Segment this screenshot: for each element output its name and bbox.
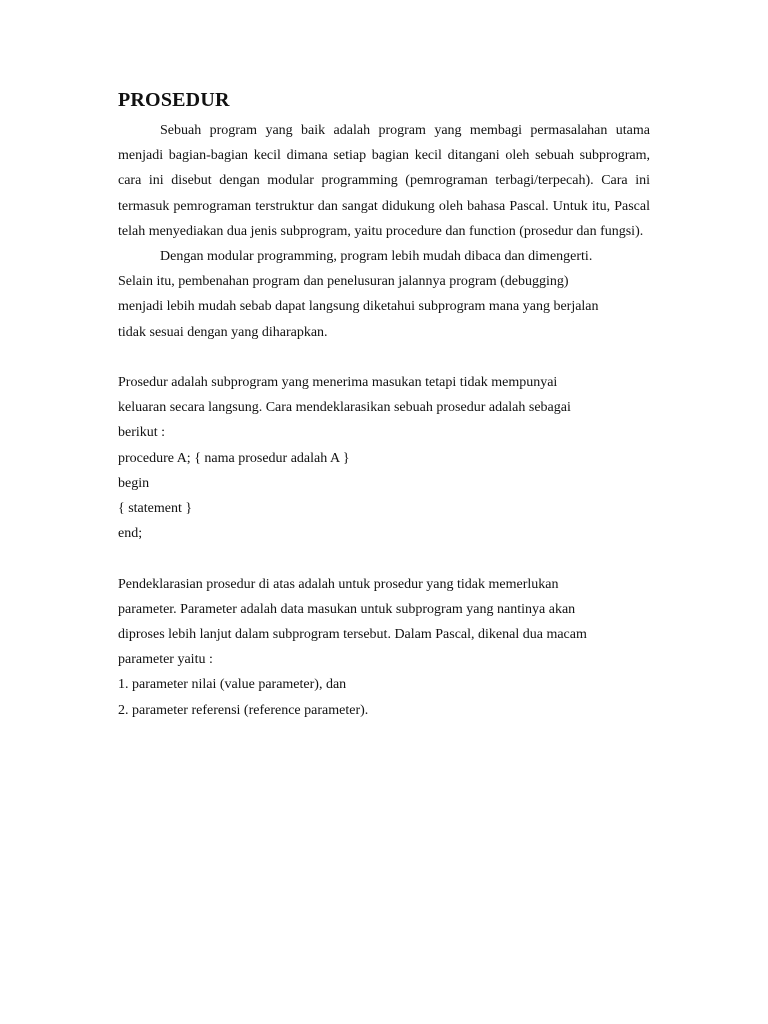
code-line: end; [118, 526, 143, 542]
parameter-list [118, 672, 650, 722]
procedure-line: keluaran secara langsung. Cara mendeklarasikan sebuah prosedur adalah sebagai [118, 400, 571, 416]
modular-line: menjadi lebih mudah sebab dapat langsung diketahui subprogram mana yang berjalan [118, 299, 599, 315]
procedure-line: berikut : [118, 425, 166, 441]
document-content [118, 88, 650, 723]
code-line: begin [118, 475, 150, 491]
code-line: procedure A; { nama prosedur adalah A } [118, 450, 350, 466]
code-block [118, 446, 650, 547]
parameter-paragraph [118, 572, 650, 673]
code-line: { statement } [118, 501, 193, 517]
paragraph-gap [118, 546, 650, 571]
modular-paragraph [118, 244, 650, 345]
list-item: 2. parameter referensi (reference parameter). [118, 702, 369, 718]
modular-line: tidak sesuai dengan yang diharapkan. [118, 324, 328, 340]
list-item: 1. parameter nilai (value parameter), dan [118, 677, 347, 693]
procedure-line: Prosedur adalah subprogram yang menerima masukan tetapi tidak mempunyai [118, 375, 558, 391]
modular-line: Selain itu, pembenahan program dan penelusuran jalannya program (debugging) [118, 274, 569, 290]
parameter-line: diproses lebih lanjut dalam subprogram tersebut. Dalam Pascal, dikenal dua macam [118, 627, 587, 643]
modular-line: Dengan modular programming, program lebih mudah dibaca dan dimengerti. [160, 249, 593, 265]
page-title: PROSEDUR [118, 89, 230, 111]
intro-paragraph: Sebuah program yang baik adalah program yang membagi permasalahan utama menjadi bagian-bagian kecil dimana setiap bagian kecil ditangani oleh sebuah subprogram, cara ini disebut dengan modular programming (pemrograman terbagi/terpecah). Cara ini termasuk pemrograman terstruktur dan sangat didukung oleh bahasa Pascal. Untuk itu, Pascal telah menyediakan dua jenis subprogram, yaitu procedure dan function (prosedur dan fungsi). [118, 123, 650, 239]
paragraph-gap [118, 345, 650, 370]
parameter-line: parameter yaitu : [118, 652, 213, 668]
procedure-definition-paragraph [118, 370, 650, 446]
parameter-line: parameter. Parameter adalah data masukan untuk subprogram yang nantinya akan [118, 601, 576, 617]
parameter-line: Pendeklarasian prosedur di atas adalah untuk prosedur yang tidak memerlukan [118, 576, 559, 592]
